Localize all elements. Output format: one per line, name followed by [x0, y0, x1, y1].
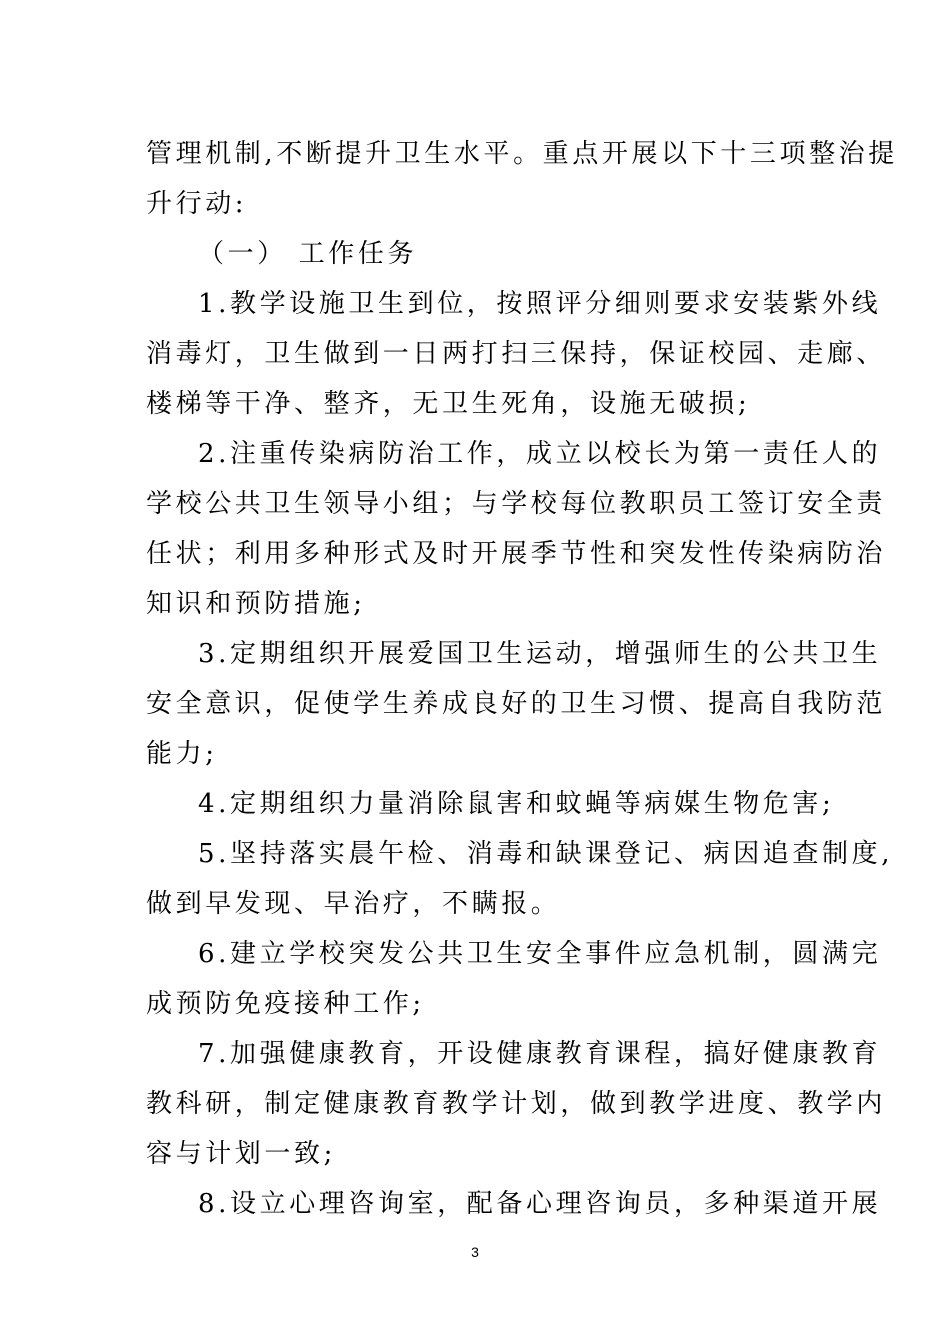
text-line: 7.加强健康教育，开设健康教育课程，搞好健康教育	[198, 1039, 882, 1069]
text-line: 6.建立学校突发公共卫生安全事件应急机制，圆满完	[198, 939, 882, 969]
text-line: 3.定期组织开展爱国卫生运动，增强师生的公共卫生	[198, 639, 882, 669]
text-line: 能力;	[146, 739, 218, 769]
page-number: 3	[471, 1244, 479, 1260]
text-line: 成预防免疫接种工作;	[146, 989, 425, 1019]
text-line: 容与计划一致;	[146, 1139, 336, 1169]
text-line: 安全意识，促使学生养成良好的卫生习惯、提高自我防范	[146, 689, 887, 719]
text-line: 1.教学设施卫生到位，按照评分细则要求安装紫外线	[198, 289, 882, 319]
section-heading: （一） 工作任务	[198, 239, 418, 269]
text-line: 管理机制,不断提升卫生水平。重点开展以下十三项整治提	[146, 139, 898, 169]
text-line: 知识和预防措施;	[146, 589, 366, 619]
text-line: 楼梯等干净、整齐，无卫生死角，设施无破损;	[146, 389, 751, 419]
text-line: 任状；利用多种形式及时开展季节性和突发性传染病防治	[146, 539, 887, 569]
text-line: 升行动:	[146, 189, 248, 219]
text-line: 8.设立心理咨询室，配备心理咨询员，多种渠道开展	[198, 1189, 882, 1219]
text-line: 5.坚持落实晨午检、消毒和缺课登记、病因追查制度,	[198, 839, 894, 869]
text-line: 学校公共卫生领导小组；与学校每位教职员工签订安全责	[146, 489, 887, 519]
text-line: 2.注重传染病防治工作，成立以校长为第一责任人的	[198, 439, 882, 469]
text-line: 4.定期组织力量消除鼠害和蚊蝇等病媒生物危害;	[198, 789, 835, 819]
text-line: 教科研，制定健康教育教学计划，做到教学进度、教学内	[146, 1089, 887, 1119]
text-line: 消毒灯，卫生做到一日两打扫三保持，保证校园、走廊、	[146, 339, 887, 369]
text-line: 做到早发现、早治疗，不瞒报。	[146, 889, 561, 919]
